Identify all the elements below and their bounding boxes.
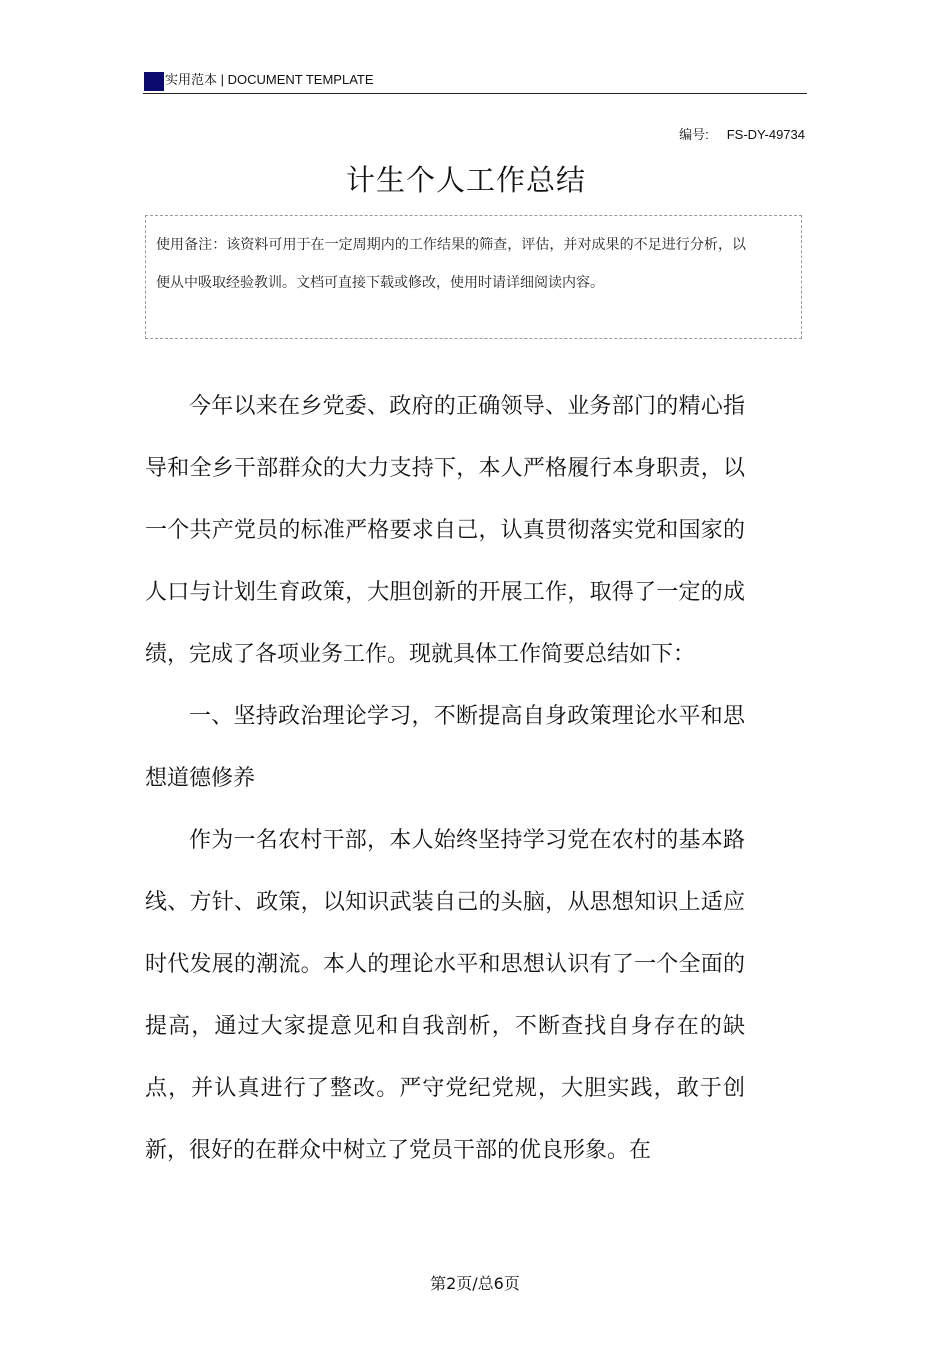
document-header	[143, 68, 807, 94]
document-number	[679, 126, 805, 144]
document-number-label: 编号:	[679, 127, 709, 142]
body-paragraph: 作为一名农村干部，本人始终坚持学习党在农村的基本路线、方针、政策，以知识武装自己的头脑，从思想知识上适应时代发展的潮流。本人的理论水平和思想认识有了一个全面的提高，通过大家提意见和自我剖析，不断查找自身存在的缺点，并认真进行了整改。严守党纪党规，大胆实践，敢于创新，很好的在群众中树立了党员干部的优良形象。在	[145, 828, 745, 1163]
document-body	[145, 376, 745, 1182]
document-number-value: FS-DY-49734	[726, 127, 805, 142]
body-paragraph: 今年以来在乡党委、政府的正确领导、业务部门的精心指导和全乡干部群众的大力支持下，本人严格履行本身职责，以一个共产党员的标准严格要求自己，认真贯彻落实党和国家的人口与计划生育政策，大胆创新的开展工作，取得了一定的成绩，完成了各项业务工作。现就具体工作简要总结如下：	[145, 394, 745, 667]
header-logo-square	[144, 72, 164, 91]
body-paragraph: 一、坚持政治理论学习，不断提高自身政策理论水平和思想道德修养	[145, 704, 745, 791]
usage-note-text: 使用备注：该资料可用于在一定周期内的工作结果的筛查，评估，并对成果的不足进行分析，以便从中吸取经验教训。文档可直接下载或修改，使用时请详细阅读内容。	[156, 237, 746, 291]
usage-note-box	[145, 215, 802, 339]
page-footer: 第2页/总6页	[430, 1274, 520, 1293]
header-label: 实用范本 | DOCUMENT TEMPLATE	[165, 72, 374, 87]
document-title: 计生个人工作总结	[345, 163, 586, 197]
